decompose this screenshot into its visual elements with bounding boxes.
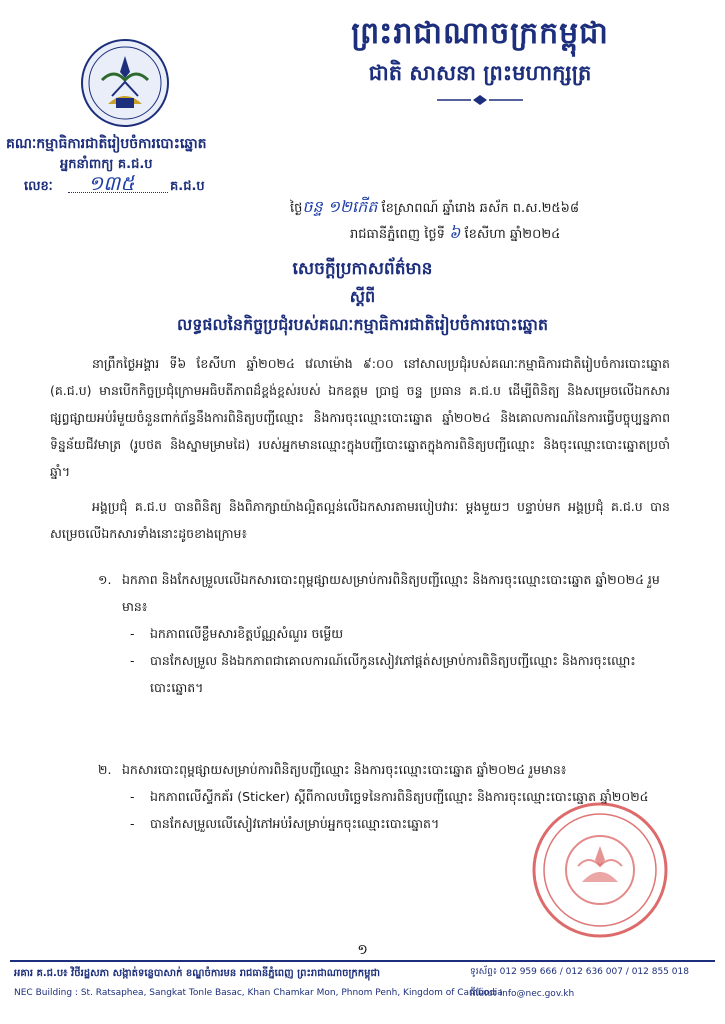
paragraph-2: អង្គប្រជុំ គ.ជ.ប បានពិនិត្យ និងពិភាក្សាយ៉ាងល្អិតល្អន់លើឯកសារតាមរបៀបវារៈ ម្តងមួយៗ បន្ទាប់មក អង្គប្រជុំ គ.ជ.ប បានសម្រេចលើឯកសារទាំងនោះដូចខាងក្រោម៖: [50, 499, 670, 541]
solar-date: [350, 222, 560, 246]
item-number: ២.: [98, 762, 112, 777]
item-number: ១.: [98, 572, 112, 587]
nec-emblem-logo: [80, 38, 170, 128]
sub-item-text: ឯកភាពលើខ្លឹមសារខិត្តប័ណ្ណសំណួរ ចម្លើយ: [150, 626, 344, 641]
lunar-date-prefix: ថ្ងៃ: [290, 201, 303, 216]
organization-name: គណៈកម្មាធិការជាតិរៀបចំការបោះឆ្នោត: [6, 136, 207, 152]
ornament-divider: [435, 94, 525, 106]
lunar-date-handwritten: ចន្ទ ១២កើត: [302, 197, 378, 216]
sub-item: [50, 620, 670, 647]
footer-phone: ទូរស័ព្ទ៖ 012 959 666 / 012 636 007 / 012 855 018: [470, 967, 689, 977]
lunar-date-rest: ខែស្រាពណ៍ ឆ្នាំរោង ឆស័ក ព.ស.២៥៦៨: [377, 201, 580, 216]
dash-bullet: -: [130, 653, 135, 668]
lunar-date: [290, 196, 579, 220]
document-title-about: ស្តីពី: [349, 287, 376, 306]
dash-bullet: -: [130, 789, 135, 804]
solar-date-handwritten: ៦: [449, 223, 461, 242]
sub-item-text: បានកែសម្រួលលើសៀវភៅអប់រំសម្រាប់អ្នកចុះឈ្មោះបោះឆ្នោត។: [150, 816, 440, 831]
sub-item: [50, 647, 670, 701]
footer-address-english: NEC Building : St. Ratsaphea, Sangkat Tonle Basac, Khan Chamkar Mon, Phnom Penh, Kingdom of Cambodia: [14, 988, 503, 998]
footer-email: អ៊ីម៉ែល៖ info@nec.gov.kh: [470, 989, 575, 999]
document-title: សេចក្តីប្រកាសព័ត៌មាន: [292, 259, 433, 279]
kingdom-heading: ព្រះរាជាណាចក្រកម្ពុជា: [351, 16, 609, 51]
decision-item-1: [50, 566, 670, 701]
page-number: ១: [357, 942, 368, 958]
document-subject: លទ្ធផលនៃកិច្ចប្រជុំរបស់គណៈកម្មាធិការជាតិរៀបចំការបោះឆ្នោត: [176, 315, 549, 334]
sub-item-text: បានកែសម្រួល និងឯកភាពជាគោលការណ៍លើកូនសៀវភៅផ្តត់សម្រាប់ការពិនិត្យបញ្ជីឈ្មោះ និងការចុះឈ្មោះបោះឆ្នោត។: [150, 653, 636, 695]
list-item: [50, 566, 670, 620]
footer-divider: [10, 960, 715, 962]
dash-bullet: -: [130, 816, 135, 831]
item-text: ឯកភាព និងកែសម្រួលលើឯកសារបោះពុម្ពផ្សាយសម្រាប់ការពិនិត្យបញ្ជីឈ្មោះ និងការចុះឈ្មោះបោះឆ្នោត ឆ្នាំ២០២៤ រួមមាន៖: [122, 572, 660, 614]
list-item: [50, 756, 670, 783]
body-text: [50, 350, 670, 555]
reference-label: លេខៈ: [24, 179, 53, 194]
dash-bullet: -: [130, 626, 135, 641]
reference-number: ១៣៥: [88, 171, 135, 195]
solar-date-prefix: រាជធានីភ្នំពេញ ថ្ងៃទី: [350, 227, 450, 242]
sub-item-text: ឯកភាពលើស្ទីកគ័រ (Sticker) ស្តីពីកាលបរិច្ឆេទនៃការពិនិត្យបញ្ជីឈ្មោះ និងការចុះឈ្មោះបោះឆ្នោត ឆ្នាំ២០២៤: [150, 789, 649, 804]
national-motto: ជាតិ សាសនា ព្រះមហាក្សត្រ: [368, 60, 592, 85]
official-seal-stamp: [530, 800, 670, 940]
reference-suffix: គ.ជ.ប: [170, 179, 205, 194]
paragraph-1: នាព្រឹកថ្ងៃអង្គារ ទី៦ ខែសីហា ឆ្នាំ២០២៤ វេលាម៉ោង ៩:០០ នៅសាលប្រជុំរបស់គណៈកម្មាធិការជាតិរៀបចំការបោះឆ្នោត (គ.ជ.ប) មានបើកកិច្ចប្រជុំក្រោមអធិបតីភាពដ៏ខ្ពង់ខ្ពស់របស់ ឯកឧត្តម ប្រាជ្ញ ចន្ទ ប្រធាន គ.ជ.ប ដើម្បីពិនិត្យ និងសម្រេចលើឯកសារផ្សព្វផ្សាយអប់រំមួយចំនួនពាក់ព័ន្ធនឹងការពិនិត្យបញ្ជីឈ្មោះ និងការចុះឈ្មោះបោះឆ្នោត ឆ្នាំ២០២៤ និងគោលការណ៍នៃការធ្វើបច្ចុប្បន្នភាពទិន្នន័យជីវមាត្រ (រូបថត និងស្នាមម្រាមដៃ) របស់អ្នកមានឈ្មោះក្នុងបញ្ជីបោះឆ្នោតក្នុងការពិនិត្យបញ្ជីឈ្មោះ និងចុះឈ្មោះបោះឆ្នោតប្រចាំឆ្នាំ។: [50, 356, 670, 479]
organization-unit: អ្នកនាំពាក្យ គ.ជ.ប: [60, 157, 153, 172]
solar-date-rest: ខែសីហា ឆ្នាំ២០២៤: [460, 227, 561, 242]
footer-address-khmer: អគារ គ.ជ.ប៖ វិថីរដ្ឋសភា សង្កាត់ទន្លេបាសាក់ ខណ្ឌចំការមន រាជធានីភ្នំពេញ ព្រះរាជាណាចក្រកម្ពុជា: [14, 968, 380, 979]
item-text: ឯកសារបោះពុម្ពផ្សាយសម្រាប់ការពិនិត្យបញ្ជីឈ្មោះ និងការចុះឈ្មោះបោះឆ្នោត ឆ្នាំ២០២៤ រួមមាន៖: [122, 762, 567, 777]
